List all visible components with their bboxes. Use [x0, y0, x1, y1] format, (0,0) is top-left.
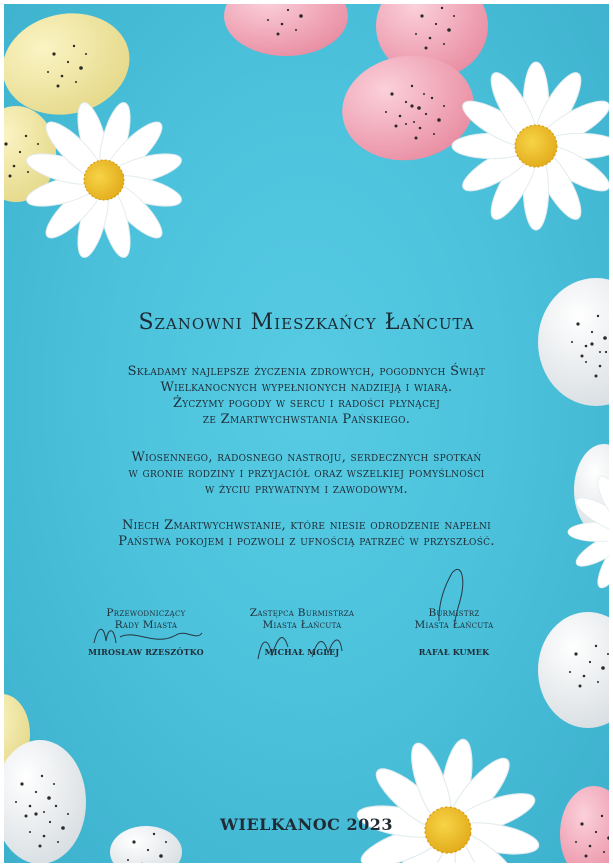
handwritten-signature [364, 561, 544, 621]
daisy-flower-icon [341, 723, 554, 863]
signature-block: Zastępca Burmistrza Miasta Łańcuta MICHAŁ MGLEJ [212, 607, 392, 657]
easter-decoration [4, 4, 609, 863]
handwritten-signature [56, 607, 236, 657]
easter-egg-icon [538, 612, 609, 728]
greeting-card [4, 4, 609, 863]
page-title: Szanowni Mieszkańcy Łańcuta [138, 310, 475, 335]
wishes-paragraph: Wiosennego, radosnego nastroju, serdecznych spotkań w gronie rodziny i przyjaciół oraz wszelkiej pomyślności w życiu prywatnym i zawodowym. [128, 450, 485, 497]
footer-date: WIELKANOC 2023 [220, 815, 393, 834]
easter-egg-icon [224, 4, 348, 56]
closing-paragraph: Niech Zmartwychwstanie, które niesie odrodzenie napełni Państwa pokojem i pozwoli z ufnością patrzeć w przyszłość. [118, 518, 495, 549]
signature-block: Przewodniczący Rady Miasta MIROSŁAW RZESZÓTKO [56, 607, 236, 657]
easter-egg-icon [4, 740, 86, 863]
greeting-paragraph: Składamy najlepsze życzenia zdrowych, pogodnych Świąt Wielkanocnych wypełnionych nadzieją i wiarą. Życzymy pogody w sercu i radości płynącej ze Zmartwychwstania Pańskiego. [127, 364, 486, 427]
daisy-flower-icon [452, 62, 609, 230]
signature-block: Burmistrz Miasta Łańcuta RAFAŁ KUMEK [364, 607, 544, 657]
